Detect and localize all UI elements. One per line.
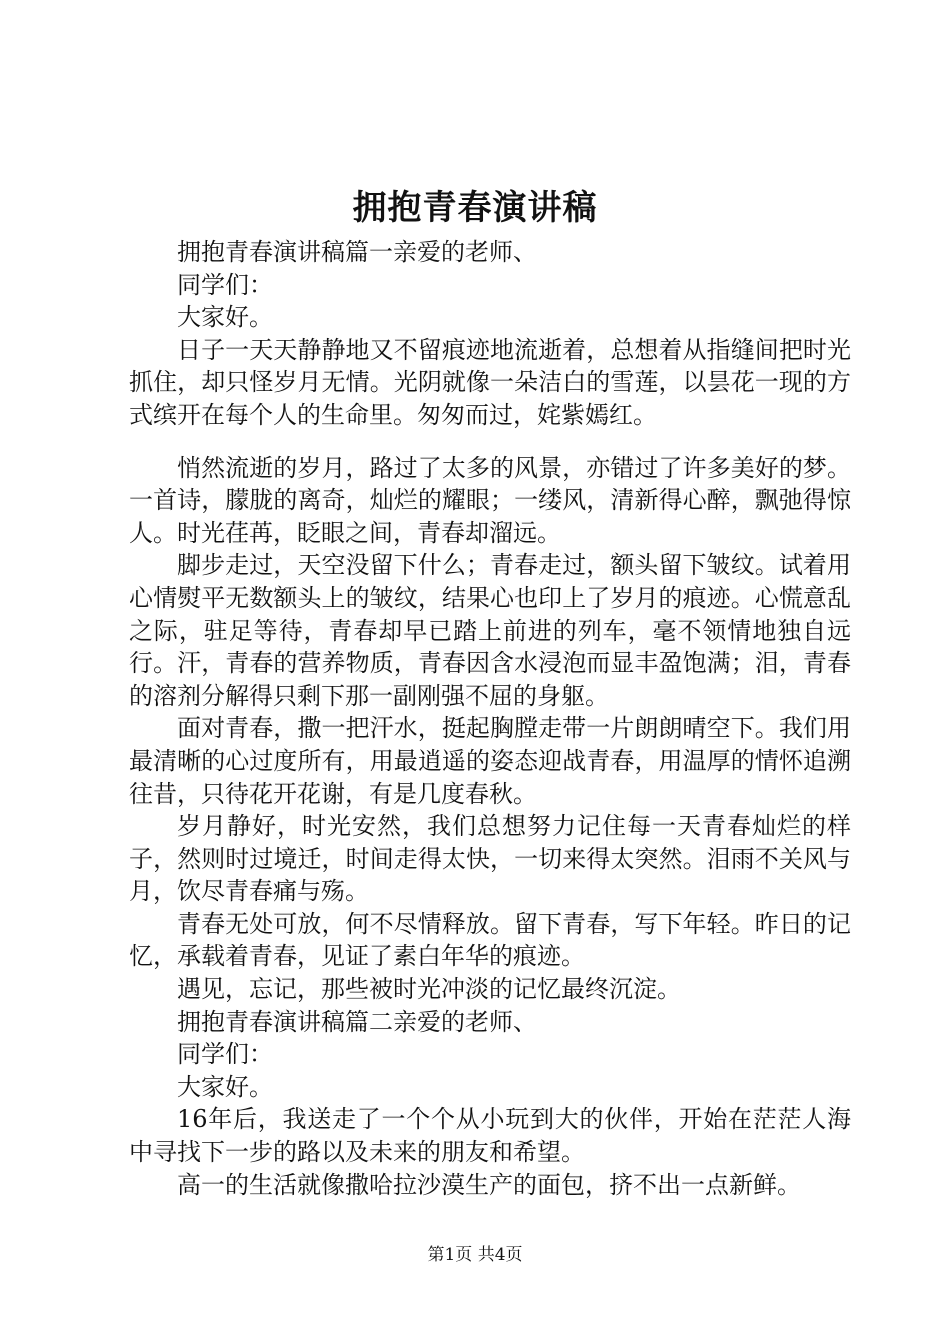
paragraph: 16年后，我送走了一个个从小玩到大的伙伴，开始在茫茫人海中寻找下一步的路以及未来的朋友和希望。 <box>129 1105 851 1167</box>
paragraph: 面对青春，撒一把汗水，挺起胸膛走带一片朗朗晴空下。我们用最清晰的心过度所有，用最逍遥的姿态迎战青春，用温厚的情怀追溯往昔，只待花开花谢，有是几度春秋。 <box>129 714 851 808</box>
paragraph: 大家好。 <box>177 1072 273 1101</box>
paragraph: 拥抱青春演讲稿篇二亲爱的老师、 <box>177 1007 537 1036</box>
paragraph: 青春无处可放，何不尽情释放。留下青春，写下年轻。昨日的记忆，承载着青春，见证了素白年华的痕迹。 <box>129 909 851 971</box>
paragraph: 大家好。 <box>177 303 273 332</box>
paragraph: 脚步走过，天空没留下什么；青春走过，额头留下皱纹。试着用心情熨平无数额头上的皱纹，结果心也印上了岁月的痕迹。心慌意乱之际，驻足等待，青春却早已踏上前进的列车，毫不领情地独自远行。汗，青春的营养物质，青春因含水浸泡而显丰盈饱满；泪，青春的溶剂分解得只剩下那一副刚强不屈的身躯。 <box>129 551 851 710</box>
paragraph: 悄然流逝的岁月，路过了太多的风景，亦错过了许多美好的梦。一首诗，朦胧的离奇，灿烂的耀眼；一缕风，清新得心醉，飘弛得惊人。时光荏苒，眨眼之间，青春却溜远。 <box>129 453 851 547</box>
paragraph: 同学们： <box>177 270 273 299</box>
paragraph: 拥抱青春演讲稿篇一亲爱的老师、 <box>177 238 537 266</box>
paragraph: 高一的生活就像撒哈拉沙漠生产的面包，挤不出一点新鲜。 <box>177 1170 801 1199</box>
paragraph: 同学们： <box>177 1040 273 1069</box>
page-number-footer: 第1页 共4页 <box>427 1245 523 1265</box>
paragraph: 岁月静好，时光安然，我们总想努力记住每一天青春灿烂的样子，然则时过境迁，时间走得太快，一切来得太突然。泪雨不关风与月，饮尽青春痛与殇。 <box>129 812 851 906</box>
document-title: 拥抱青春演讲稿 <box>352 188 598 228</box>
paragraph: 遇见，忘记，那些被时光冲淡的记忆最终沉淀。 <box>177 975 681 1004</box>
paragraph: 日子一天天静静地又不留痕迹地流逝着，总想着从指缝间把时光抓住，却只怪岁月无情。光阴就像一朵洁白的雪莲，以昙花一现的方式缤开在每个人的生命里。匆匆而过，姹紫嫣红。 <box>129 335 851 429</box>
document-body <box>129 236 851 1201</box>
